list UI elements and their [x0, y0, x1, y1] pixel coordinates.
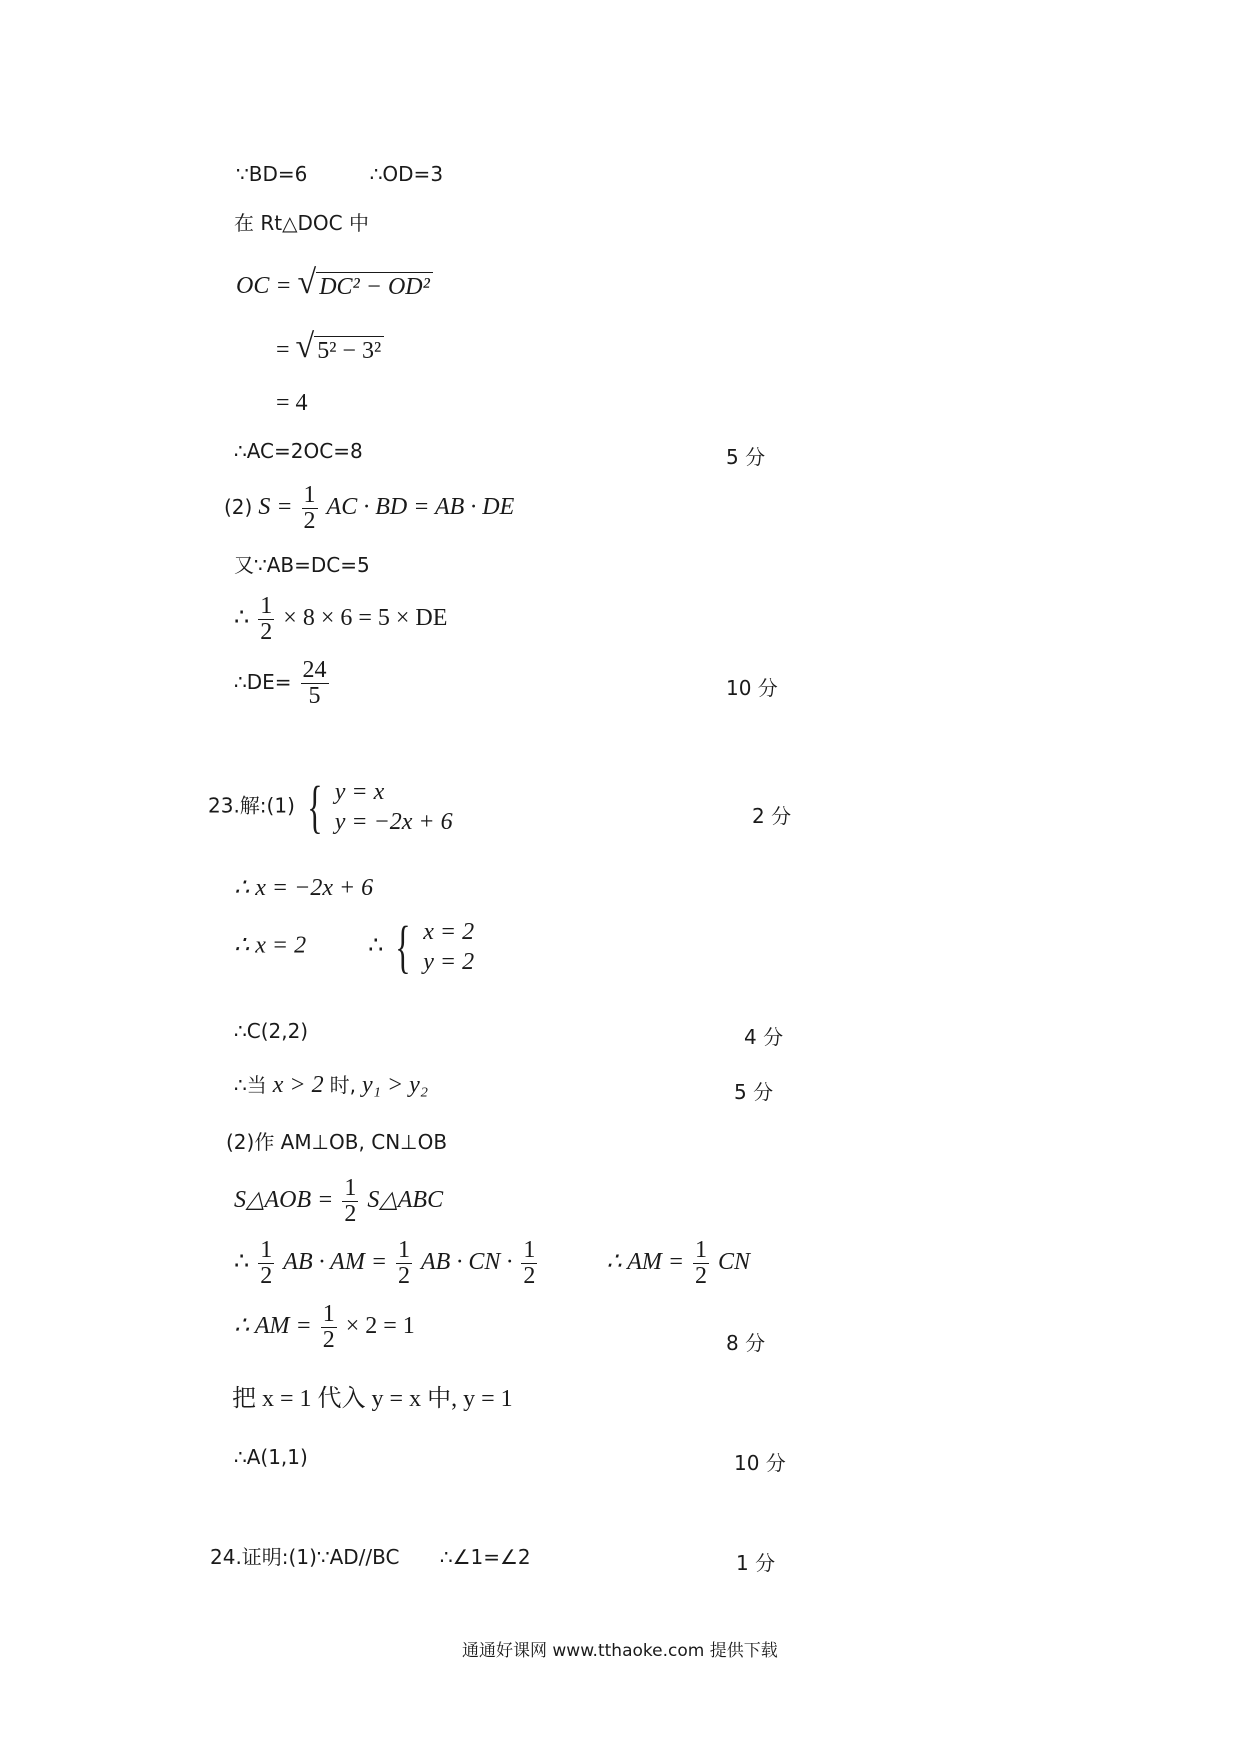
x-equals-2: ∴ x = 2: [234, 932, 307, 959]
sqrt-5-3: √ 5² − 3²: [296, 330, 385, 364]
substitute-text: 把 x = 1 代入 y = x 中, y = 1: [232, 1386, 513, 1412]
line-am-cn: [234, 1238, 750, 1289]
score-4: 4 分: [744, 1025, 784, 1049]
frac-num: 1: [303, 482, 316, 508]
equation-2: y = −2x + 6: [334, 809, 453, 835]
ab-cn: AB · CN ·: [421, 1249, 513, 1276]
od-result: ∴OD=3: [369, 162, 444, 186]
solution-x: x = 2: [423, 919, 475, 945]
area-rhs: AC · BD = AB · DE: [326, 494, 515, 521]
score-2: 2 分: [752, 804, 792, 828]
am-equals: ∴ AM =: [234, 1313, 312, 1340]
line-de: [234, 658, 332, 709]
page-footer: 通通好课网 www.tthaoke.com 提供下载: [462, 1641, 778, 1661]
line-sqrt-numbers: [276, 330, 384, 364]
when-text: ∴当: [234, 1073, 267, 1097]
solution-y: y = 2: [423, 949, 475, 975]
half-fraction: [258, 1238, 274, 1289]
frac-den: 2: [695, 1263, 708, 1290]
half-fraction: [321, 1302, 337, 1353]
de-fraction: [301, 658, 329, 709]
equals-sign: =: [276, 337, 290, 363]
q23-label: 23.解:(1): [208, 793, 295, 818]
sqrt-dc-od: √ DC² − OD²: [298, 266, 433, 300]
line-oc-formula: [236, 266, 433, 300]
y-comparison: y₁ > y₂: [361, 1072, 429, 1098]
frac-num: 1: [260, 1237, 273, 1263]
x-condition: x > 2: [272, 1072, 324, 1098]
line-a-point: ∴A(1,1): [234, 1445, 308, 1469]
line-area-ratio: [234, 1176, 443, 1227]
time-text: 时,: [329, 1073, 356, 1097]
equation-1: y = x: [334, 779, 385, 805]
bd-given: ∵BD=6: [236, 162, 308, 186]
line-area-formula: [224, 483, 514, 534]
frac-den: 5: [308, 683, 321, 710]
half-fraction: [521, 1238, 537, 1289]
am-equals: ∴ AM =: [606, 1249, 685, 1276]
therefore: ∴: [234, 605, 250, 632]
score-8: 8 分: [726, 1331, 766, 1355]
frac-num: 1: [523, 1237, 536, 1263]
therefore: ∴: [234, 1249, 250, 1276]
oc-lhs: OC =: [236, 273, 292, 299]
frac-num: 1: [398, 1237, 411, 1263]
score-5-a: 5 分: [726, 445, 766, 469]
score-1: 1 分: [736, 1551, 776, 1575]
line-ac: ∴AC=2OC=8: [234, 439, 363, 463]
frac-den: 2: [303, 508, 316, 535]
frac-den: 2: [344, 1201, 357, 1228]
ab-am: AB · AM =: [283, 1249, 388, 1276]
frac-num: 1: [260, 593, 273, 619]
line-c-point: ∴C(2,2): [234, 1019, 309, 1043]
line-x-2: [234, 914, 475, 979]
part-2-label: (2): [224, 495, 253, 520]
frac-den: 2: [322, 1327, 335, 1354]
q24-proof: 24.证明:(1)∵AD//BC: [210, 1545, 400, 1569]
de-lhs: ∴DE=: [234, 670, 292, 695]
line-ab-dc: 又∵AB=DC=5: [234, 553, 370, 577]
score-10-b: 10 分: [734, 1451, 786, 1475]
score-5-b: 5 分: [734, 1080, 774, 1104]
half-fraction: [302, 483, 318, 534]
frac-den: 2: [523, 1263, 536, 1290]
therefore: ∴: [368, 932, 384, 959]
cn: CN: [718, 1249, 751, 1276]
frac-den: 2: [260, 619, 273, 646]
line-x-eq: ∴ x = −2x + 6: [234, 875, 374, 901]
q24-line: [210, 1547, 531, 1567]
equation-system: [335, 780, 453, 834]
half-fraction: [342, 1176, 358, 1227]
angle-equality: ∴∠1=∠2: [439, 1545, 531, 1569]
area-numbers-rhs: × 8 × 6 = 5 × DE: [283, 605, 448, 632]
frac-num: 1: [695, 1237, 708, 1263]
line-bd: [236, 164, 443, 184]
line-construct: (2)作 AM⊥OB, CN⊥OB: [226, 1130, 448, 1154]
line-area-numbers: [234, 594, 447, 645]
area-lhs: S =: [258, 494, 293, 521]
solution-system: [423, 920, 474, 974]
frac-den: 2: [398, 1263, 411, 1290]
left-brace: {: [307, 774, 323, 839]
line-am-value: [234, 1302, 415, 1353]
half-fraction: [258, 594, 274, 645]
line-equals-4: = 4: [276, 390, 308, 416]
frac-num: 1: [322, 1301, 335, 1327]
score-10-a: 10 分: [726, 676, 778, 700]
am-result: × 2 = 1: [345, 1313, 415, 1340]
frac-den: 2: [260, 1263, 273, 1290]
q23-system: [208, 774, 453, 839]
radicand-5-3: 5² − 3²: [314, 336, 384, 364]
radicand-dc-od: DC² − OD²: [316, 272, 433, 300]
area-abc: S△ABC: [367, 1187, 444, 1214]
half-fraction: [396, 1238, 412, 1289]
line-when-x: [234, 1073, 428, 1097]
line-substitute: [232, 1387, 513, 1411]
area-aob: S△AOB =: [234, 1187, 334, 1214]
left-brace: {: [395, 914, 411, 979]
half-fraction: [693, 1238, 709, 1289]
frac-num: 1: [344, 1175, 357, 1201]
frac-num: 24: [302, 657, 327, 683]
line-rt-triangle: 在 Rt△DOC 中: [234, 211, 369, 235]
